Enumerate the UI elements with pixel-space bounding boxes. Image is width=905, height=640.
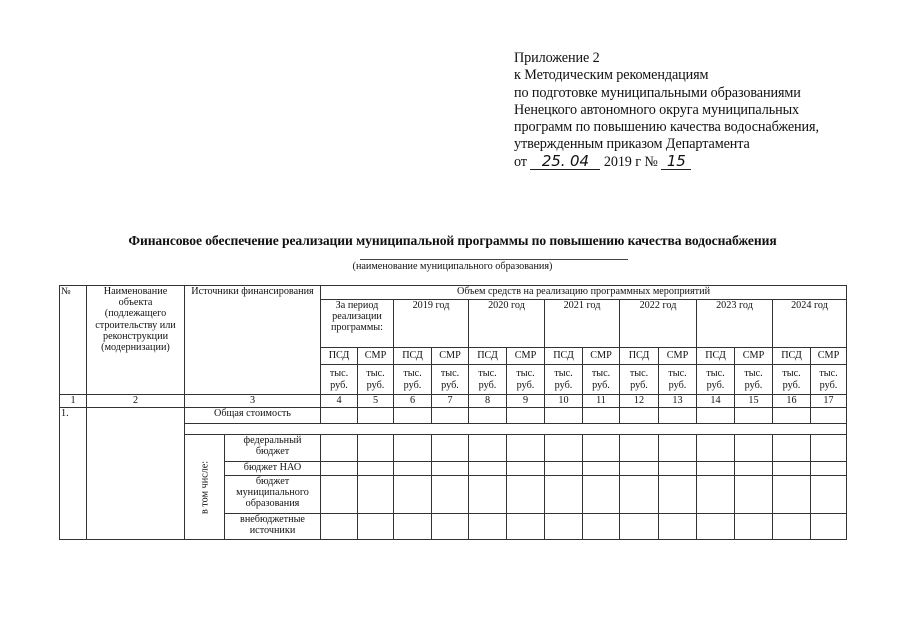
- source-label: бюджет НАО: [225, 462, 321, 476]
- total-cost-label: Общая стоимость: [185, 408, 321, 424]
- header-unit: тыс. руб.: [545, 365, 583, 395]
- value-cell: [321, 514, 358, 540]
- value-cell: [321, 435, 358, 462]
- header-period-total: За период реализации программы:: [321, 300, 394, 348]
- header-psd: ПСД: [469, 348, 507, 365]
- value-cell: [773, 476, 811, 514]
- value-cell: [507, 408, 545, 424]
- value-cell: [620, 514, 659, 540]
- value-cell: [545, 408, 583, 424]
- value-cell: [507, 462, 545, 476]
- header-smr: СМР: [811, 348, 847, 365]
- header-unit: тыс. руб.: [358, 365, 394, 395]
- municipality-blank-line: [360, 259, 628, 260]
- header-unit: тыс. руб.: [811, 365, 847, 395]
- header-psd: ПСД: [697, 348, 735, 365]
- value-cell: [697, 408, 735, 424]
- handwritten-date: 25. 04: [530, 154, 600, 170]
- value-cell: [321, 462, 358, 476]
- value-cell: [659, 476, 697, 514]
- column-number: 13: [659, 395, 697, 408]
- year-text: 2019 г №: [603, 153, 658, 170]
- header-unit: тыс. руб.: [469, 365, 507, 395]
- header-year: 2019 год: [394, 300, 469, 348]
- value-cell: [620, 408, 659, 424]
- value-cell: [432, 435, 469, 462]
- header-year: 2023 год: [697, 300, 773, 348]
- header-unit: тыс. руб.: [697, 365, 735, 395]
- value-cell: [358, 462, 394, 476]
- value-cell: [620, 435, 659, 462]
- value-cell: [735, 476, 773, 514]
- header-unit: тыс. руб.: [620, 365, 659, 395]
- header-psd: ПСД: [620, 348, 659, 365]
- value-cell: [697, 476, 735, 514]
- including-label: в том числе:: [185, 435, 225, 540]
- handwritten-number: 15: [661, 154, 691, 170]
- value-cell: [735, 435, 773, 462]
- value-cell: [811, 408, 847, 424]
- column-number: 2: [87, 395, 185, 408]
- value-cell: [583, 514, 620, 540]
- value-cell: [545, 462, 583, 476]
- header-psd: ПСД: [394, 348, 432, 365]
- header-smr: СМР: [659, 348, 697, 365]
- value-cell: [432, 462, 469, 476]
- header-unit: тыс. руб.: [321, 365, 358, 395]
- appendix-date-line: [514, 151, 894, 171]
- value-cell: [735, 462, 773, 476]
- value-cell: [659, 462, 697, 476]
- value-cell: [659, 514, 697, 540]
- value-cell: [735, 408, 773, 424]
- row-num: 1.: [60, 408, 87, 540]
- value-cell: [583, 476, 620, 514]
- value-cell: [469, 435, 507, 462]
- value-cell: [697, 435, 735, 462]
- header-psd: ПСД: [321, 348, 358, 365]
- value-cell: [620, 476, 659, 514]
- value-cell: [545, 435, 583, 462]
- header-unit: тыс. руб.: [394, 365, 432, 395]
- header-sources: Источники финансирования: [185, 286, 321, 395]
- column-number: 10: [545, 395, 583, 408]
- column-number: 9: [507, 395, 545, 408]
- column-number: 16: [773, 395, 811, 408]
- header-year: 2021 год: [545, 300, 620, 348]
- header-unit: тыс. руб.: [583, 365, 620, 395]
- column-number: 5: [358, 395, 394, 408]
- value-cell: [811, 476, 847, 514]
- header-volume: Объем средств на реализацию программных мероприятий: [321, 286, 847, 300]
- column-number: 11: [583, 395, 620, 408]
- value-cell: [469, 514, 507, 540]
- value-cell: [358, 408, 394, 424]
- table-row: [60, 408, 847, 424]
- value-cell: [507, 476, 545, 514]
- value-cell: [432, 476, 469, 514]
- value-cell: [469, 408, 507, 424]
- value-cell: [469, 462, 507, 476]
- header-unit: тыс. руб.: [507, 365, 545, 395]
- value-cell: [394, 462, 432, 476]
- column-number: 1: [60, 395, 87, 408]
- municipality-caption: (наименование муниципального образования): [352, 261, 553, 272]
- value-cell: [358, 476, 394, 514]
- appendix-block: [514, 50, 894, 171]
- date-prefix: от: [514, 153, 527, 170]
- header-object-name: Наименование объекта (подлежащего строительству или реконструкции (модернизации): [87, 286, 185, 395]
- column-number: 4: [321, 395, 358, 408]
- appendix-line: утвержденным приказом Департамента: [514, 136, 750, 153]
- header-smr: СМР: [507, 348, 545, 365]
- value-cell: [773, 408, 811, 424]
- value-cell: [583, 408, 620, 424]
- value-cell: [394, 435, 432, 462]
- value-cell: [697, 514, 735, 540]
- value-cell: [773, 435, 811, 462]
- value-cell: [735, 514, 773, 540]
- value-cell: [583, 435, 620, 462]
- source-label: федеральный бюджет: [225, 435, 321, 462]
- column-number: 17: [811, 395, 847, 408]
- column-number: 3: [185, 395, 321, 408]
- value-cell: [432, 408, 469, 424]
- header-year: 2024 год: [773, 300, 847, 348]
- header-smr: СМР: [735, 348, 773, 365]
- value-cell: [545, 514, 583, 540]
- header-smr: СМР: [358, 348, 394, 365]
- value-cell: [394, 476, 432, 514]
- value-cell: [620, 462, 659, 476]
- value-cell: [394, 514, 432, 540]
- spacer-row: [185, 424, 847, 435]
- value-cell: [659, 435, 697, 462]
- column-number: 7: [432, 395, 469, 408]
- header-smr: СМР: [583, 348, 620, 365]
- source-label: бюджет муниципального образования: [225, 476, 321, 514]
- value-cell: [507, 514, 545, 540]
- value-cell: [545, 476, 583, 514]
- value-cell: [811, 435, 847, 462]
- value-cell: [583, 462, 620, 476]
- financing-table: [59, 285, 847, 540]
- header-unit: тыс. руб.: [432, 365, 469, 395]
- appendix-line: к Методическим рекомендациям: [514, 67, 709, 84]
- value-cell: [507, 435, 545, 462]
- column-number: 8: [469, 395, 507, 408]
- value-cell: [469, 476, 507, 514]
- source-label: внебюджетные источники: [225, 514, 321, 540]
- value-cell: [321, 408, 358, 424]
- appendix-line: по подготовке муниципальными образованиями: [514, 84, 801, 101]
- header-unit: тыс. руб.: [659, 365, 697, 395]
- value-cell: [773, 514, 811, 540]
- appendix-line: программ по повышению качества водоснабжения,: [514, 119, 819, 136]
- value-cell: [811, 514, 847, 540]
- column-number: 6: [394, 395, 432, 408]
- value-cell: [773, 462, 811, 476]
- value-cell: [659, 408, 697, 424]
- header-smr: СМР: [432, 348, 469, 365]
- value-cell: [811, 462, 847, 476]
- value-cell: [321, 476, 358, 514]
- appendix-line: Ненецкого автономного округа муниципальных: [514, 101, 800, 118]
- value-cell: [394, 408, 432, 424]
- header-num: №: [60, 286, 87, 395]
- header-unit: тыс. руб.: [773, 365, 811, 395]
- value-cell: [358, 435, 394, 462]
- column-number: 15: [735, 395, 773, 408]
- header-psd: ПСД: [545, 348, 583, 365]
- appendix-line: Приложение 2: [514, 50, 600, 66]
- value-cell: [432, 514, 469, 540]
- header-year: 2022 год: [620, 300, 697, 348]
- column-number: 14: [697, 395, 735, 408]
- header-unit: тыс. руб.: [735, 365, 773, 395]
- value-cell: [697, 462, 735, 476]
- object-name-cell: [87, 408, 185, 540]
- header-year: 2020 год: [469, 300, 545, 348]
- header-psd: ПСД: [773, 348, 811, 365]
- document-title: Финансовое обеспечение реализации муниципальной программы по повышению качества водоснабжения: [128, 233, 777, 248]
- column-number: 12: [620, 395, 659, 408]
- value-cell: [358, 514, 394, 540]
